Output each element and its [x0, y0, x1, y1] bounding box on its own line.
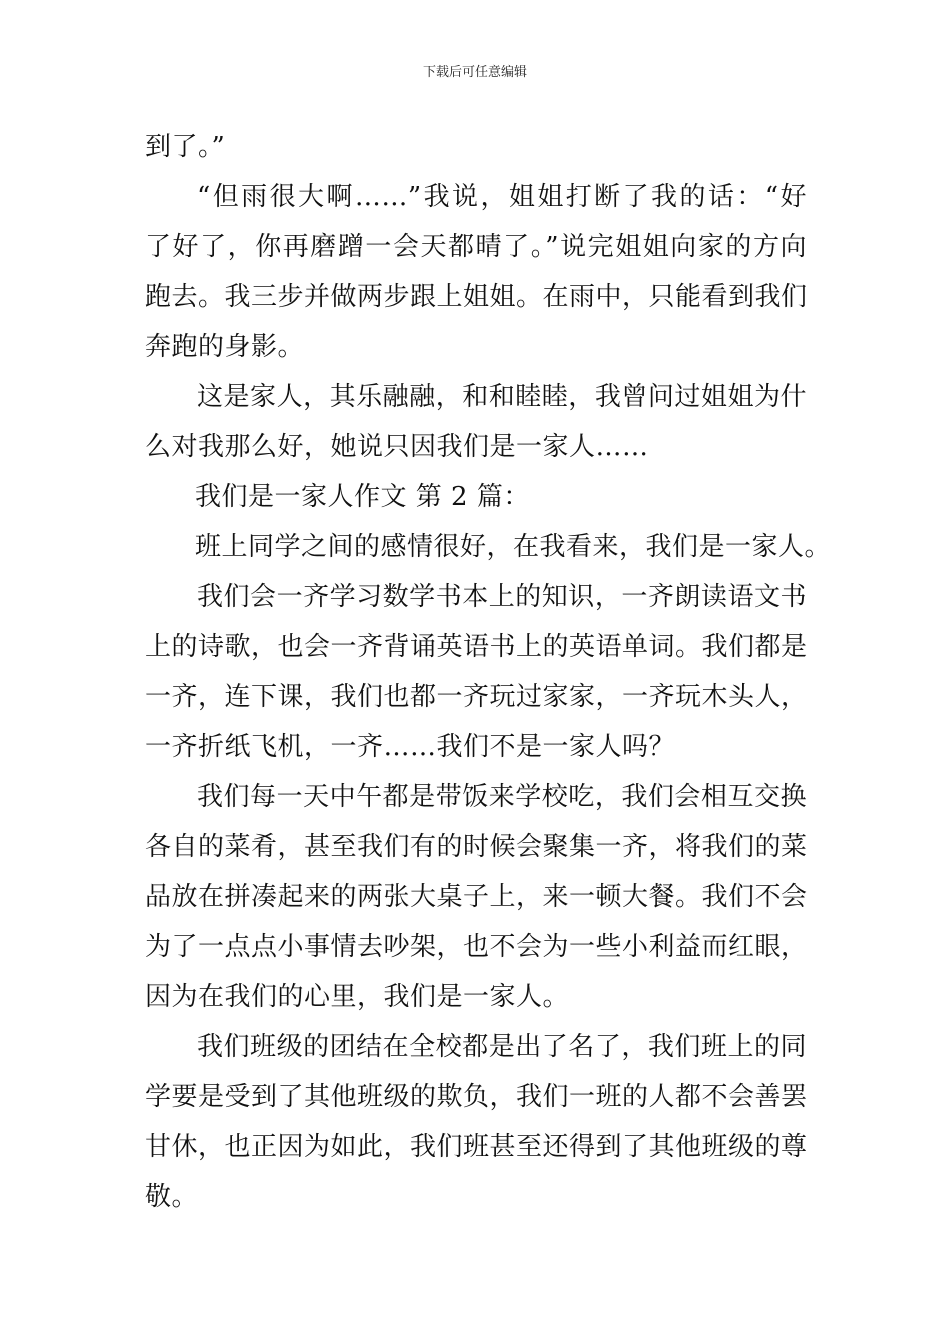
text-line: 为了一点点小事情去吵架，也不会为一些小利益而红眼， — [145, 932, 808, 962]
document-body — [145, 122, 832, 1222]
text-line: “但雨很大啊……”我说，姐姐打断了我的话：“好 — [197, 182, 807, 212]
text-line: 这是家人，其乐融融，和和睦睦，我曾问过姐姐为什 — [197, 382, 807, 412]
section-heading: 我们是一家人作文 第 2 篇： — [195, 482, 530, 512]
text-line: 甘休，也正因为如此，我们班甚至还得到了其他班级的尊 — [145, 1132, 808, 1162]
text-line: 了好了，你再磨蹭一会天都晴了。”说完姐姐向家的方向 — [145, 232, 807, 262]
text-line: 我们会一齐学习数学书本上的知识，一齐朗读语文书 — [197, 582, 807, 612]
text-line: 到了。” — [145, 132, 226, 162]
text-line: 敬。 — [145, 1182, 199, 1212]
text-line: 跑去。我三步并做两步跟上姐姐。在雨中，只能看到我们 — [145, 282, 808, 312]
text-line: 一齐，连下课，我们也都一齐玩过家家，一齐玩木头人， — [145, 682, 808, 712]
text-line: 因为在我们的心里，我们是一家人。 — [145, 982, 570, 1012]
page-header: 下载后可任意编辑 — [422, 65, 527, 80]
text-line: 学要是受到了其他班级的欺负，我们一班的人都不会善罢 — [145, 1082, 808, 1112]
text-line: 一齐折纸飞机，一齐……我们不是一家人吗？ — [145, 732, 676, 762]
text-line: 奔跑的身影。 — [145, 332, 305, 362]
text-line: 班上同学之间的感情很好，在我看来，我们是一家人。 — [195, 532, 832, 562]
text-line: 各自的菜肴，甚至我们有的时候会聚集一齐，将我们的菜 — [145, 832, 808, 862]
text-line: 品放在拼凑起来的两张大桌子上，来一顿大餐。我们不会 — [145, 882, 808, 912]
text-line: 上的诗歌，也会一齐背诵英语书上的英语单词。我们都是 — [145, 632, 808, 662]
text-line: 么对我那么好，她说只因我们是一家人…… — [145, 432, 649, 462]
text-line: 我们每一天中午都是带饭来学校吃，我们会相互交换 — [197, 782, 807, 812]
text-line: 我们班级的团结在全校都是出了名了，我们班上的同 — [197, 1032, 807, 1062]
